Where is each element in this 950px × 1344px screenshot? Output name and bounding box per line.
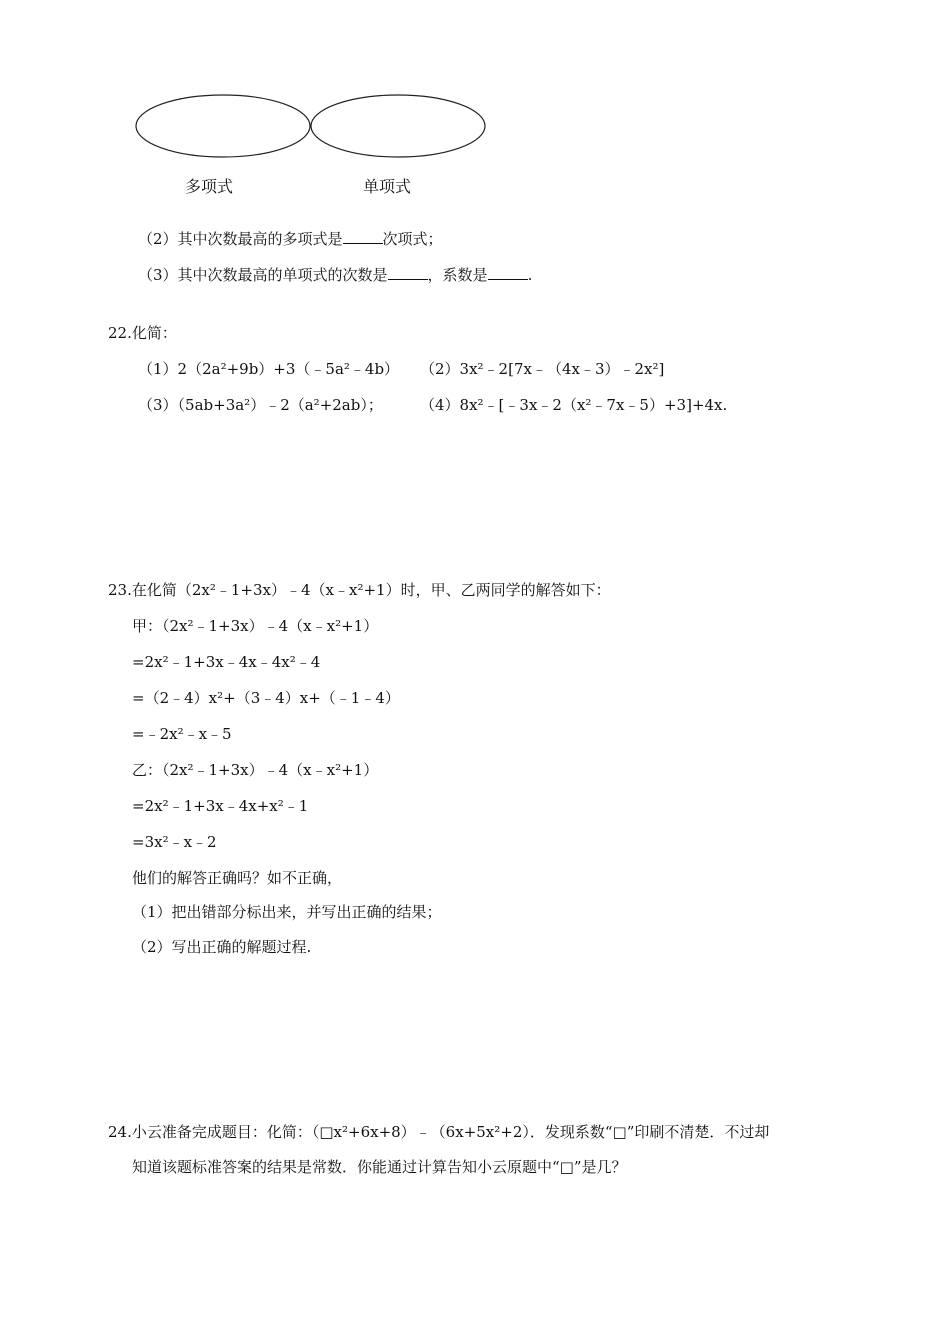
q23-title: 23.在化简（2x²﹣1+3x）﹣4（x﹣x²+1）时，甲、乙两同学的解答如下： <box>108 581 611 599</box>
q23-line: （1）把出错部分标出来，并写出正确的结果； <box>132 903 442 921</box>
q21-part2: （2）其中次数最高的多项式是 次项式； <box>138 230 443 248</box>
q23-line: （2）写出正确的解题过程. <box>132 938 312 956</box>
polynomial-label: 多项式 <box>185 177 234 196</box>
q23-line: 甲：（2x²﹣1+3x）﹣4（x﹣x²+1） <box>132 617 379 635</box>
q23-line: 乙：（2x²﹣1+3x）﹣4（x﹣x²+1） <box>132 761 379 779</box>
q23-line: =3x²﹣x﹣2 <box>132 833 217 851</box>
answer-blank <box>488 265 528 280</box>
monomial-label: 单项式 <box>363 177 412 196</box>
q22-item-1: （1）2（2a²+9b）+3（﹣5a²﹣4b） <box>138 360 400 378</box>
q22-title: 22.化简： <box>108 324 177 342</box>
q23-line: =﹣2x²﹣x﹣5 <box>132 725 232 743</box>
q22-item-2: （2）3x²﹣2[7x﹣（4x﹣3）﹣2x²] <box>420 360 665 378</box>
q24-line-2: 知道该题标准答案的结果是常数．你能通过计算告知小云原题中“□”是几？ <box>132 1158 627 1176</box>
answer-blank <box>388 265 428 280</box>
q23-line: 他们的解答正确吗？如不正确， <box>132 869 343 887</box>
q23-line: =2x²﹣1+3x﹣4x+x²﹣1 <box>132 797 309 815</box>
q23-line: =2x²﹣1+3x﹣4x﹣4x²﹣4 <box>132 653 321 671</box>
ellipse-diagram <box>130 92 490 162</box>
q23-line: =（2﹣4）x²+（3﹣4）x+（﹣1﹣4） <box>132 689 400 707</box>
q22-item-3: （3）（5ab+3a²）﹣2（a²+2ab）； <box>138 396 383 414</box>
polynomial-ellipse <box>136 95 310 157</box>
answer-blank <box>343 229 383 244</box>
q21-part3: （3）其中次数最高的单项式的次数是 ，系数是 . <box>138 266 533 284</box>
q24-line-1: 24.小云准备完成题目：化简：（□x²+6x+8）﹣（6x+5x²+2）．发现系数“□”印刷不清楚．不过却 <box>108 1123 770 1141</box>
monomial-ellipse <box>311 95 485 157</box>
q22-item-4: （4）8x²﹣[﹣3x﹣2（x²﹣7x﹣5）+3]+4x. <box>420 396 728 414</box>
